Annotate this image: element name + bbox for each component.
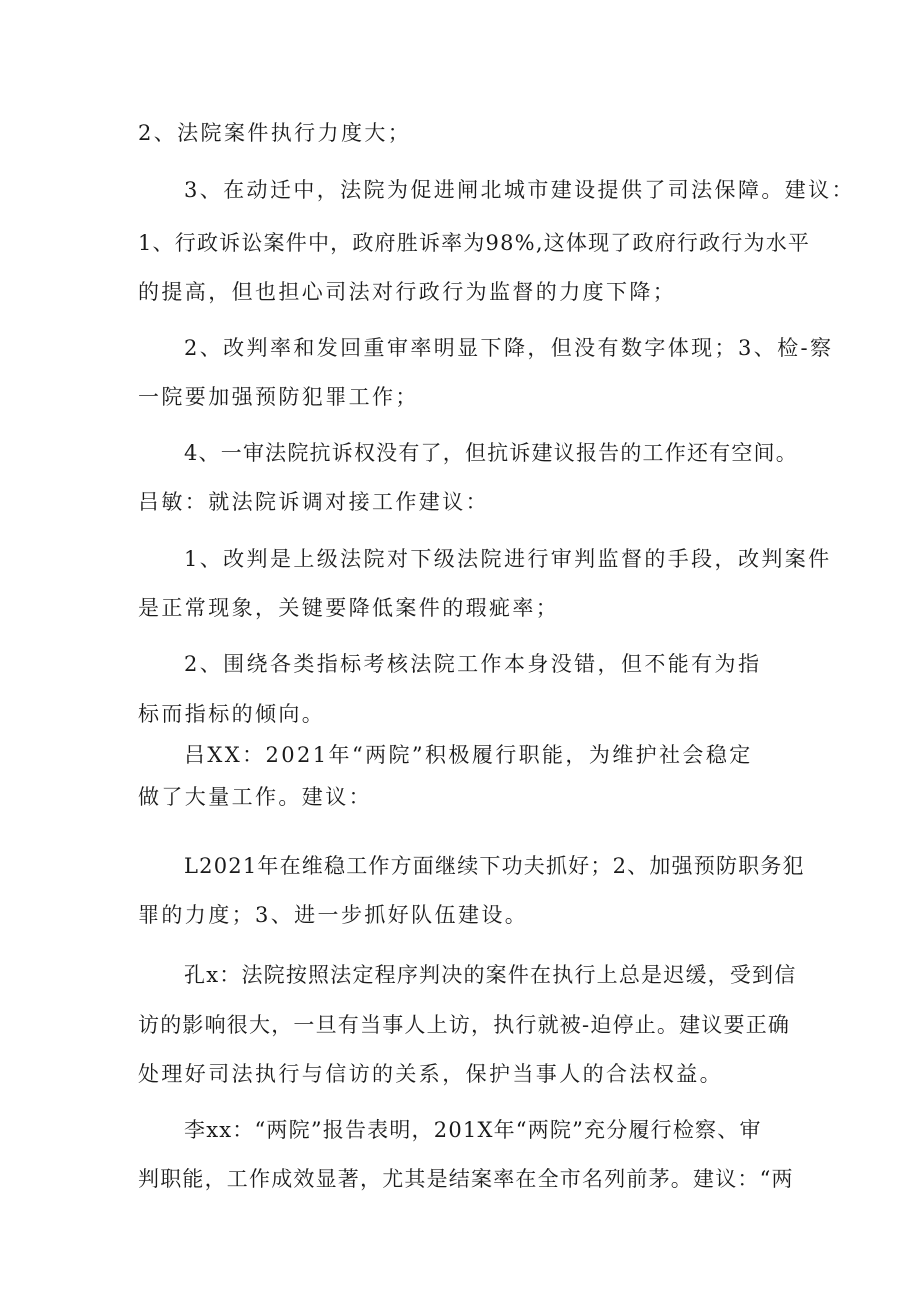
text-line: 2、法院案件执行力度大；	[138, 121, 412, 145]
text-line: 的提高，但也担心司法对行政行为监督的力度下降；	[138, 280, 677, 304]
text-line: 罪的力度；3、进一步抓好队伍建设。	[138, 903, 529, 927]
text-line: 4、一审法院抗诉权没有了，但抗诉建议报告的工作还有空间。	[184, 441, 798, 465]
text-line: 判职能，工作成效显著，尤其是结案率在全市名列前茅。建议：“两	[138, 1167, 794, 1191]
text-line: 吕敏：就法院诉调对接工作建议：	[138, 490, 489, 514]
text-line: 孔x：法院按照法定程序判决的案件在执行上总是迟缓，受到信	[184, 963, 797, 987]
text-line: 1、行政诉讼案件中，政府胜诉率为98%,这体现了政府行政行为水平	[138, 231, 811, 255]
text-line: 做了大量工作。建议：	[138, 785, 372, 809]
text-line: L2021年在维稳工作方面继续下功夫抓好；2、加强预防职务犯	[184, 854, 805, 878]
text-line: 1、改判是上级法院对下级法院进行审判监督的手段，改判案件	[184, 547, 832, 571]
text-line: 2、围绕各类指标考核法院工作本身没错，但不能有为指	[184, 652, 762, 676]
text-line: 是正常现象，关键要降低案件的瑕疵率；	[138, 596, 560, 620]
text-line: 吕XX：2021年“两院”积极履行职能，为维护社会稳定	[184, 743, 753, 767]
text-line: 3、在动迁中，法院为促进闸北城市建设提供了司法保障。建议：	[184, 178, 855, 202]
text-line: 访的影响很大，一旦有当事人上访，执行就被-迫停止。建议要正确	[138, 1013, 791, 1037]
text-line: 一院要加强预防犯罪工作；	[138, 385, 419, 409]
text-line: 李xx：“两院”报告表明，201X年“两院”充分履行检察、审	[184, 1118, 762, 1142]
text-line: 处理好司法执行与信访的关系，保护当事人的合法权益。	[138, 1062, 723, 1086]
text-line: 2、改判率和发回重审率明显下降，但没有数字体现；3、检-察	[184, 336, 834, 360]
text-line: 标而指标的倾向。	[138, 702, 326, 726]
